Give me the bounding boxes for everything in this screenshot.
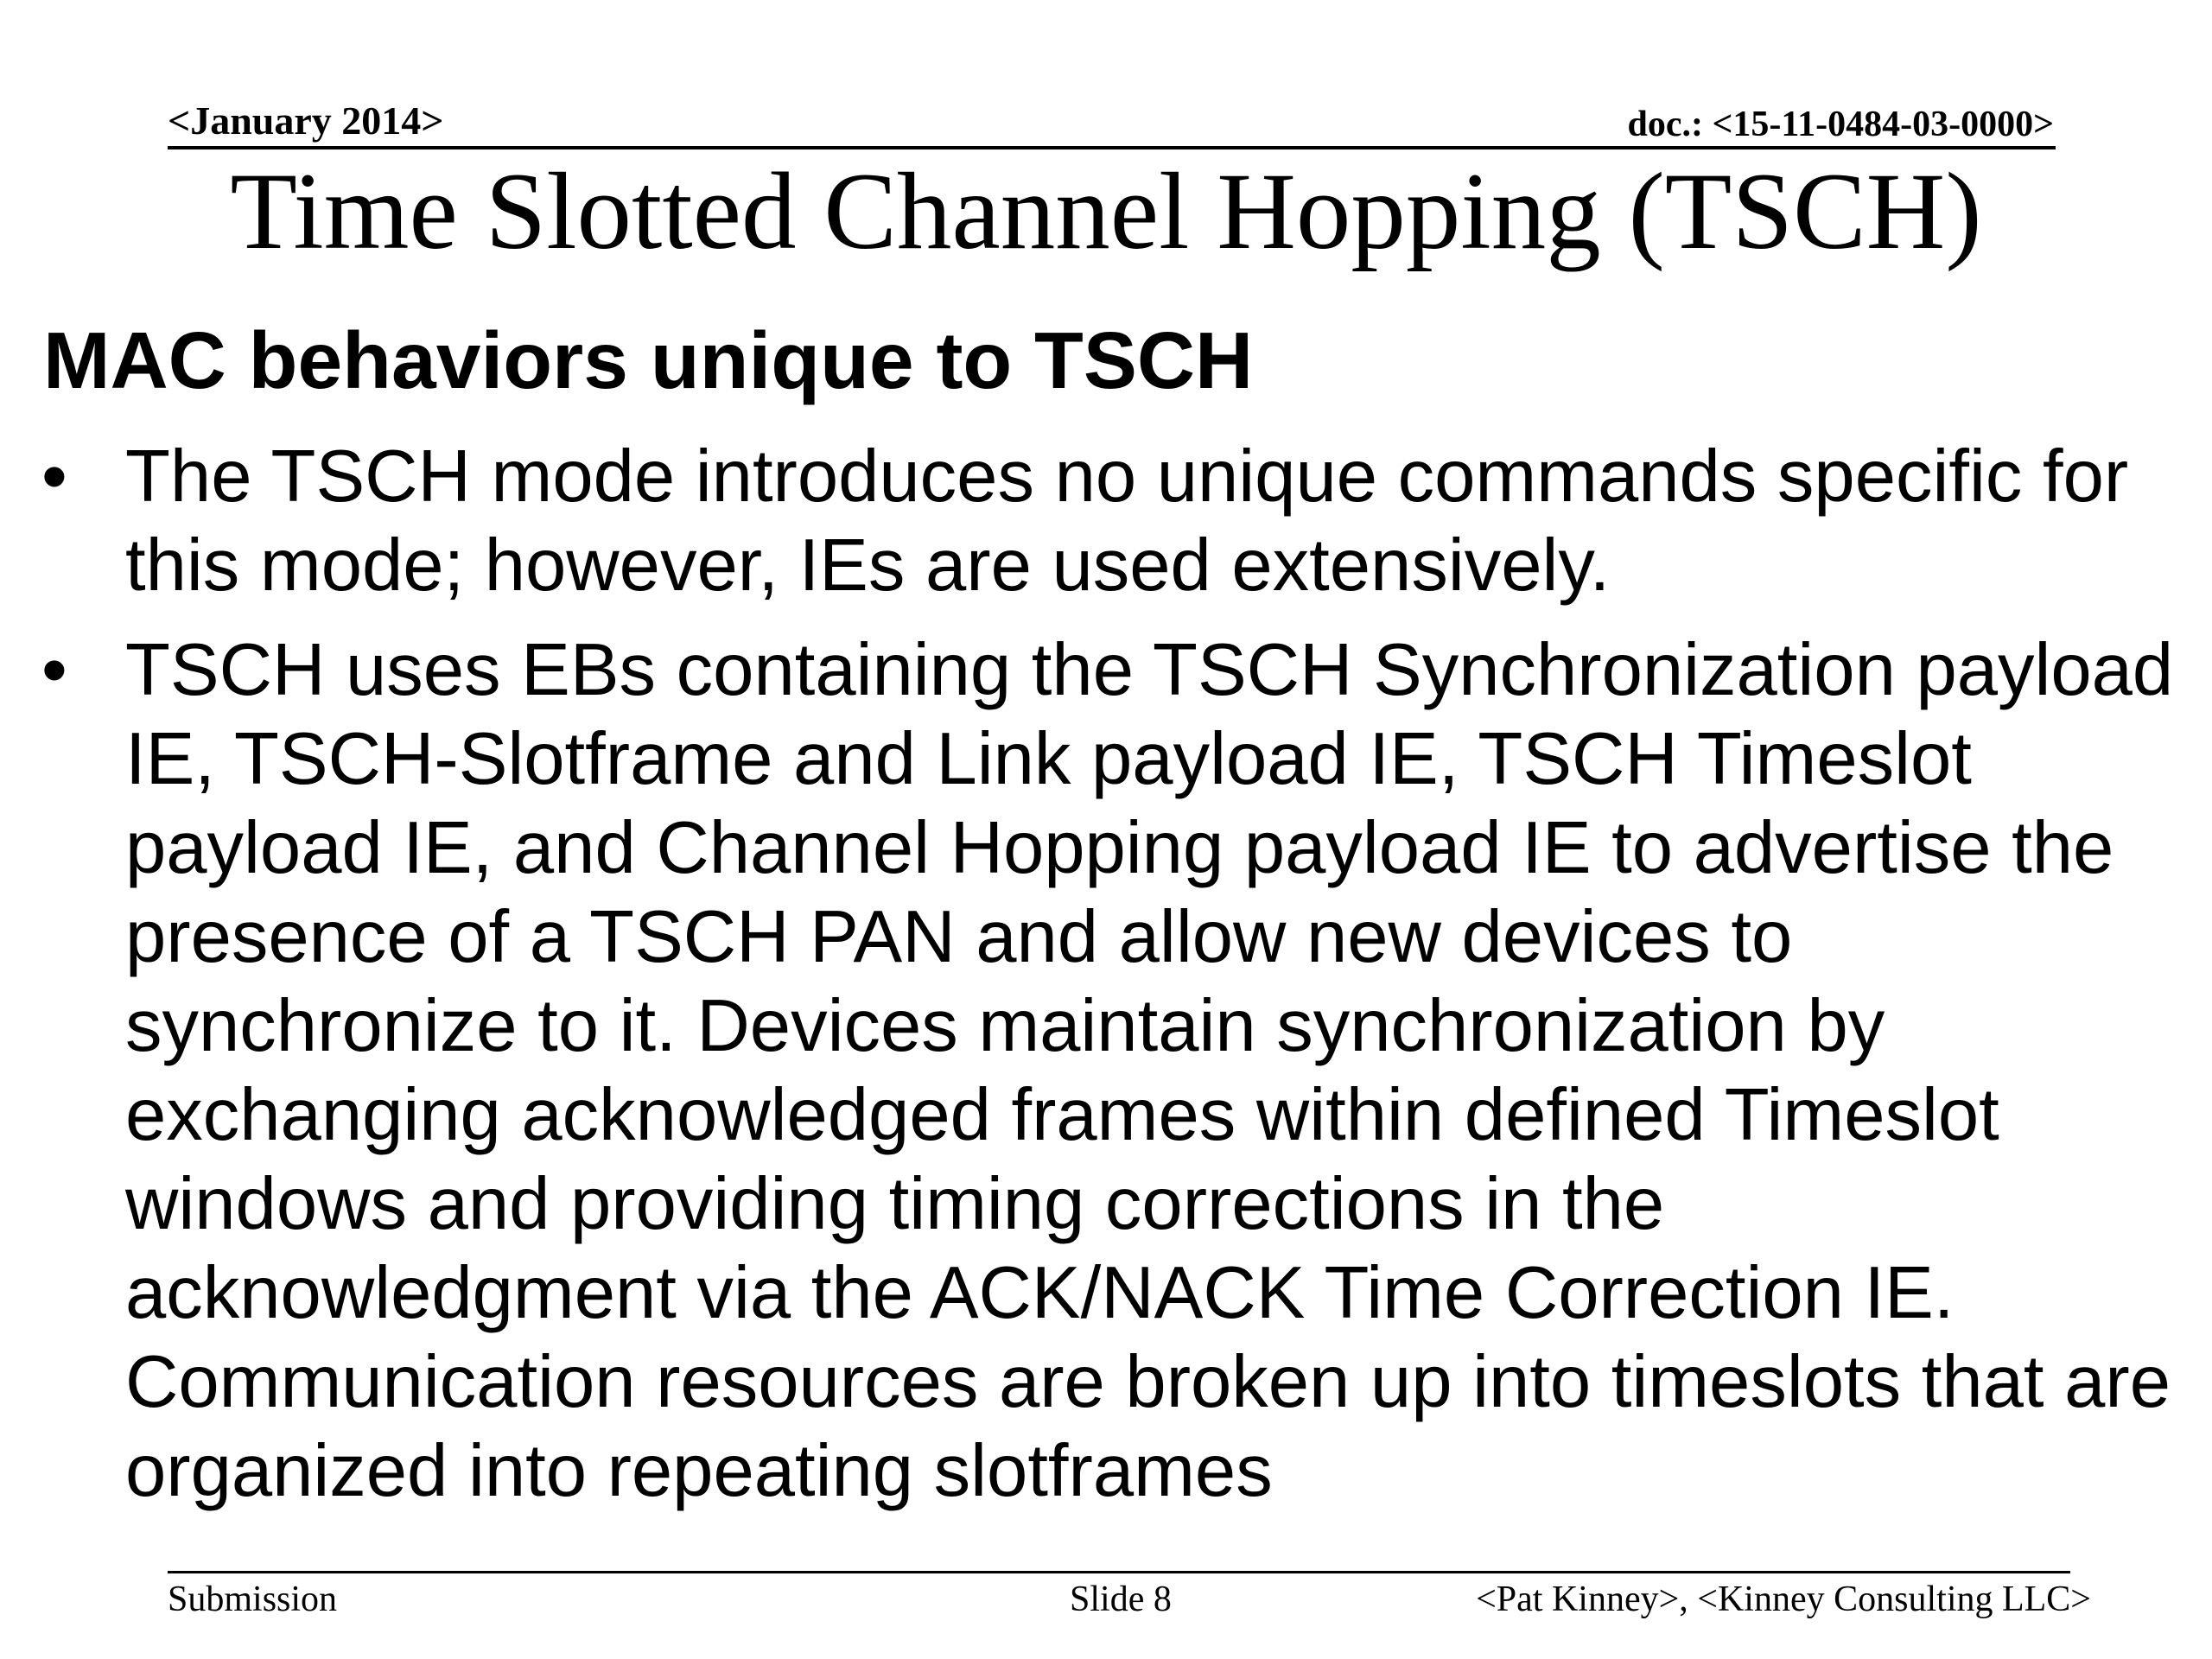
- bullet-text-line: Communication resources are broken up into timeslots that are: [125, 1341, 2171, 1423]
- bullet-list: [0, 432, 2212, 1531]
- footer-submission: Submission: [168, 1580, 338, 1619]
- bullet-text-line: organized into repeating slotframes: [125, 1430, 1273, 1512]
- bullet-text-line: IE, TSCH-Slotframe and Link payload IE, TSCH Timeslot: [125, 718, 1972, 800]
- header-doc-number: doc.: <15-11-0484-03-0000>: [1627, 105, 2054, 144]
- bullet-text-line: The TSCH mode introduces no unique commands specific for: [125, 435, 2129, 518]
- footer-slide-number: Slide 8: [1070, 1580, 1172, 1619]
- bullet-item: [0, 432, 2212, 610]
- bullet-dot-icon: •: [41, 435, 67, 518]
- footer-author: <Pat Kinney>, <Kinney Consulting LLC>: [1476, 1580, 2091, 1619]
- bullet-text-line: windows and providing timing corrections in the: [125, 1163, 1665, 1245]
- slide-title: Time Slotted Channel Hopping (TSCH): [230, 151, 1982, 272]
- bullet-text-line: TSCH uses EBs containing the TSCH Synchronization payload: [125, 629, 2174, 711]
- bullet-text-line: exchanging acknowledged frames within defined Timeslot: [125, 1074, 1999, 1156]
- bullet-text-line: this mode; however, IEs are used extensively.: [125, 524, 1611, 607]
- bullet-text-line: payload IE, and Channel Hopping payload IE to advertise the: [125, 807, 2114, 889]
- header-date: <January 2014>: [168, 99, 444, 143]
- bullet-text-line: synchronize to it. Devices maintain synchronization by: [125, 985, 1885, 1067]
- section-heading: MAC behaviors unique to TSCH: [43, 315, 1254, 405]
- bullet-text-line: presence of a TSCH PAN and allow new devices to: [125, 896, 1793, 978]
- footer-divider: [168, 1571, 2070, 1573]
- bullet-text-line: acknowledgment via the ACK/NACK Time Correction IE.: [125, 1252, 1955, 1334]
- bullet-dot-icon: •: [41, 629, 67, 711]
- bullet-item: [0, 626, 2212, 1516]
